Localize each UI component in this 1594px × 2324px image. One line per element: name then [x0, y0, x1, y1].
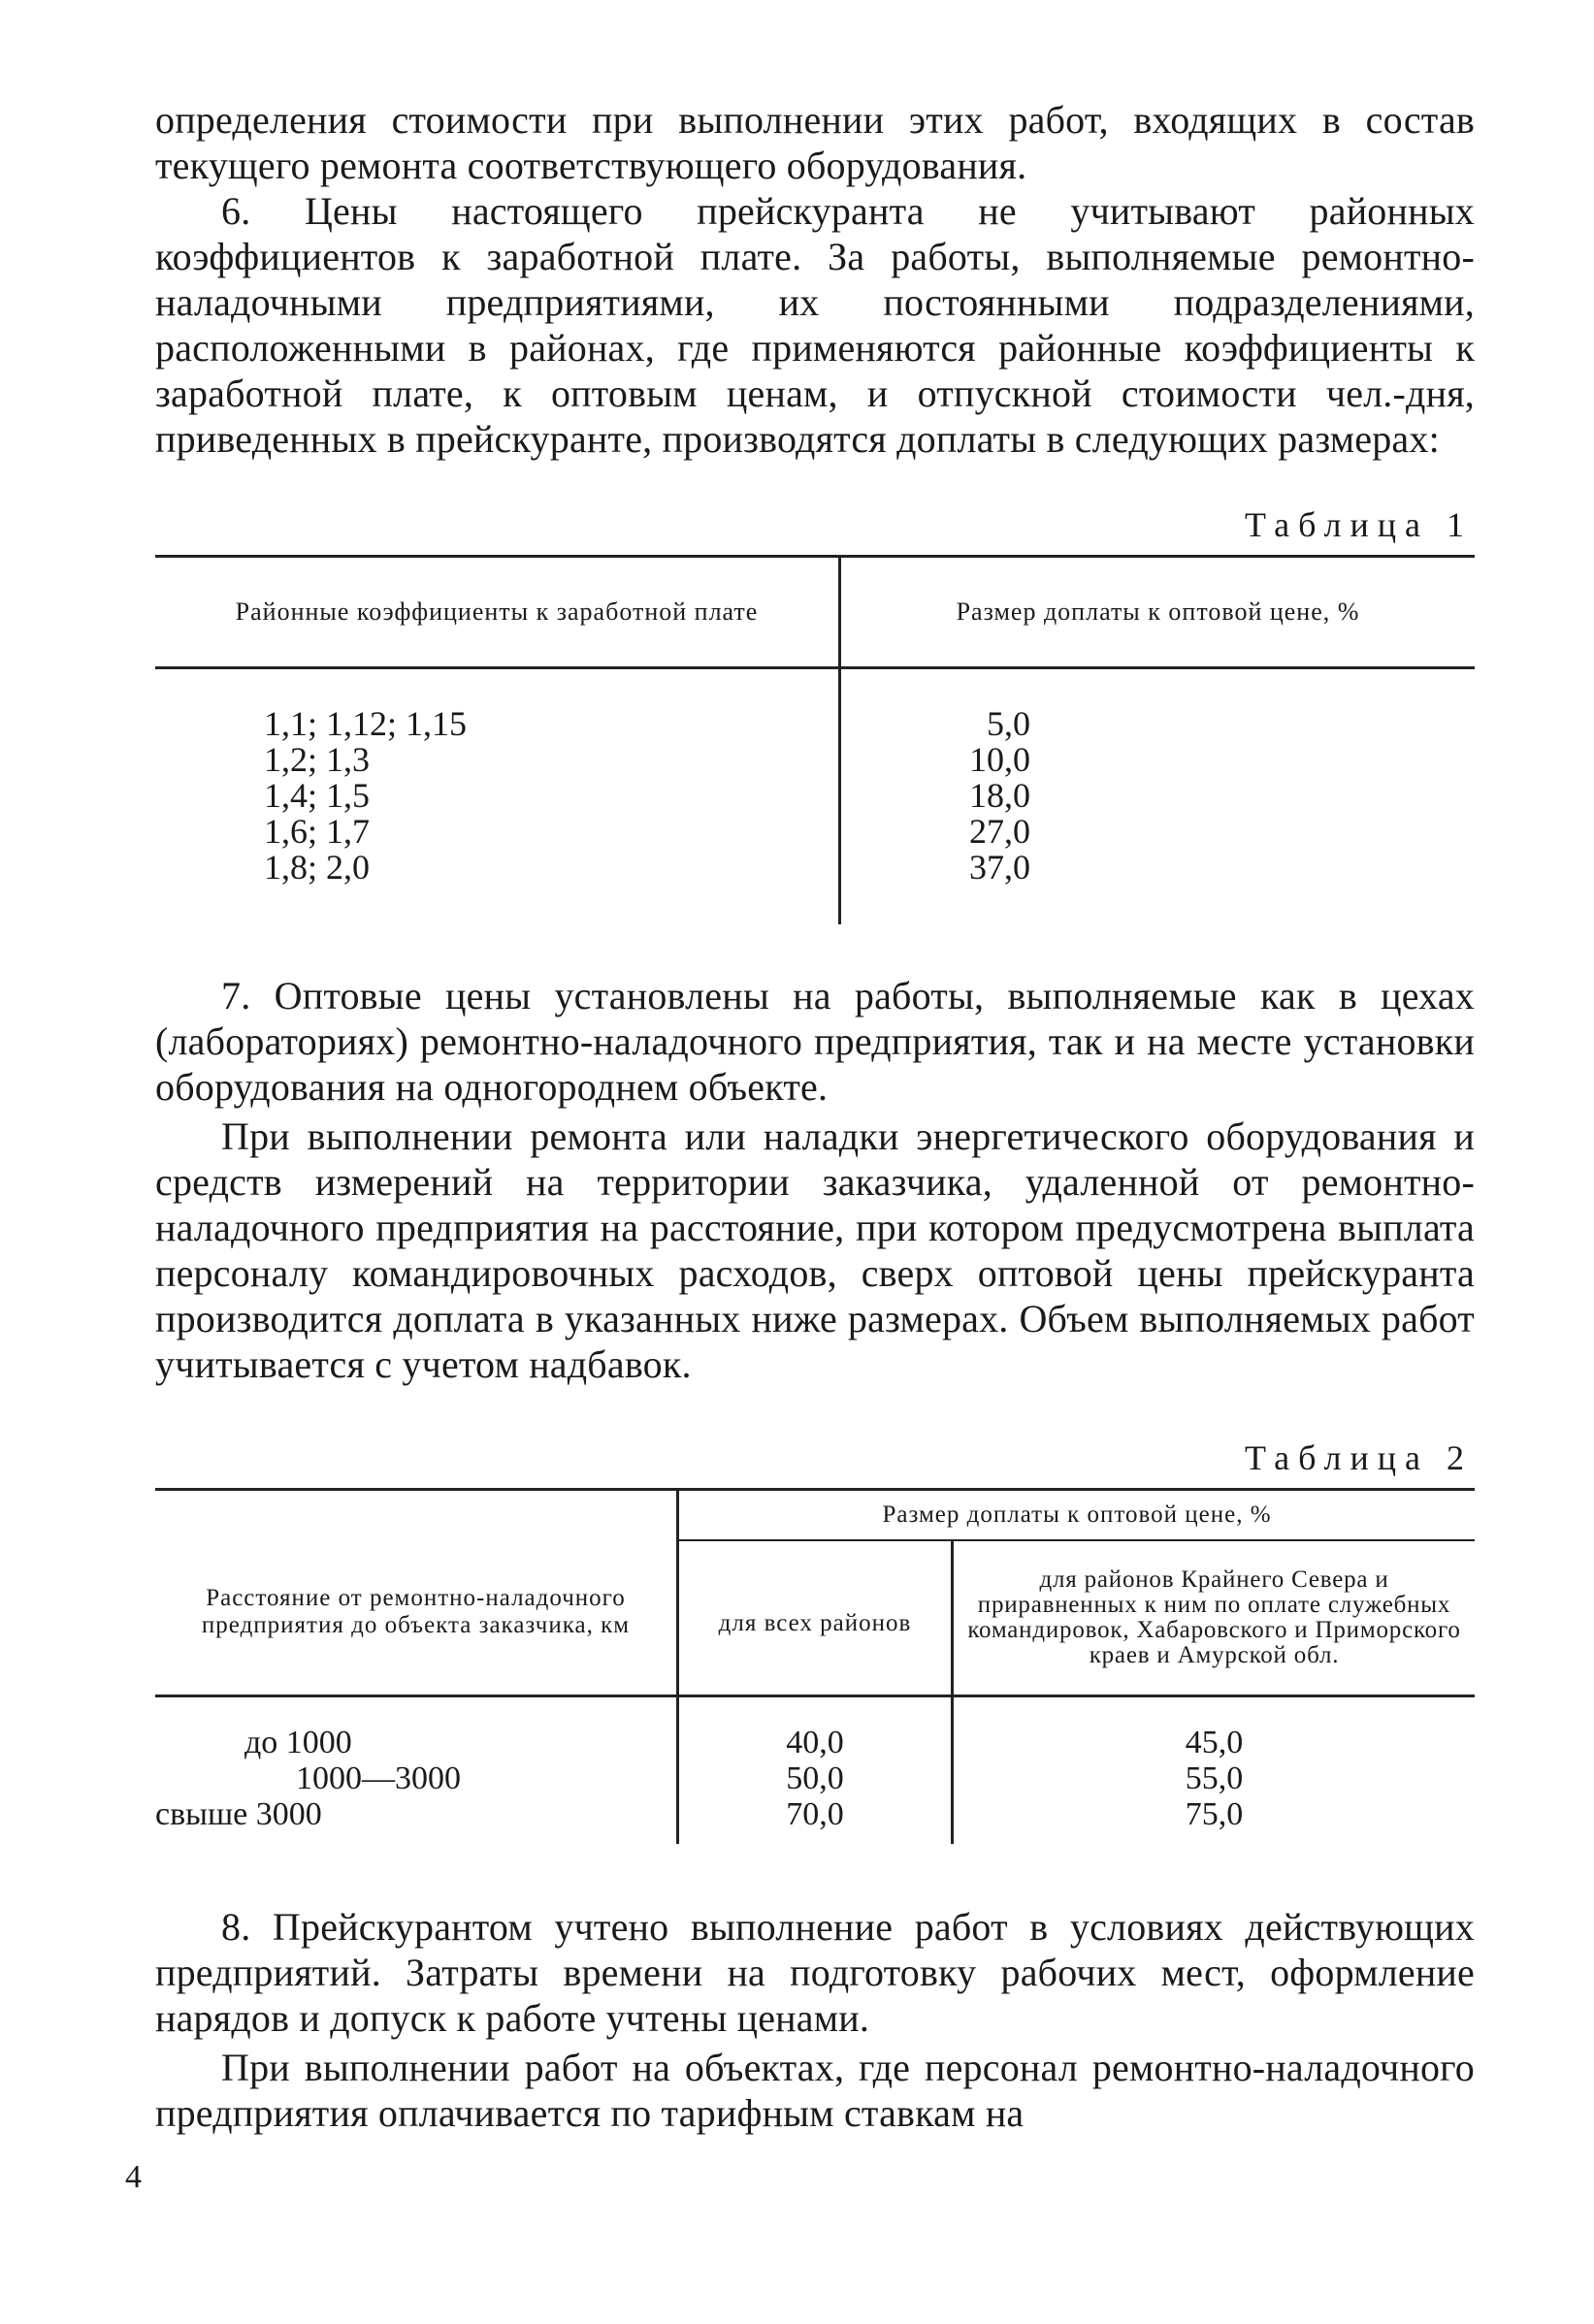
table2-header-group-wrapper — [679, 1491, 1475, 1695]
table1 — [155, 555, 1475, 924]
table2-north-cell: 45,0 — [1185, 1725, 1244, 1760]
table2-all-cell: 50,0 — [786, 1760, 844, 1796]
paragraph-8-continued: При выполнении работ на объектах, где персонал ремонтно-наладочного предприятия оплачивается по тарифным ставкам на — [155, 2046, 1475, 2135]
table2-header-all-regions: для всех районов — [679, 1541, 954, 1695]
table2-distance-cell: свыше 3000 — [155, 1796, 322, 1832]
table2-header-north-regions: для районов Крайнего Севера и приравненных к ним по оплате служебных командировок, Хабаровского и Приморского краев и Амурской обл. — [967, 1566, 1461, 1668]
paragraph-8: 8. Прейскурантом учтено выполнение работ в условиях действующих предприятий. Затраты времени на подготовку рабочих мест, оформление нарядов и допуск к работе учтены ценами. — [155, 1905, 1475, 2040]
table1-value-cell: 5,0 — [987, 704, 1030, 743]
table2-all-cell: 70,0 — [786, 1796, 844, 1832]
table2-distance-column — [155, 1697, 679, 1844]
table1-coef-column — [155, 669, 841, 924]
table2-distance-cell: 1000—3000 — [296, 1760, 461, 1796]
table1-value-cell: 10,0 — [969, 740, 1030, 779]
table2 — [155, 1488, 1475, 1844]
table1-coef-cell: 1,1; 1,12; 1,15 — [264, 704, 468, 743]
table1-coef-cell: 1,4; 1,5 — [264, 776, 371, 815]
table2-header — [155, 1491, 1475, 1697]
document-page — [155, 97, 1475, 2136]
table1-value-cell: 18,0 — [969, 776, 1030, 815]
table1-value-cell: 37,0 — [969, 848, 1030, 887]
table1-coef-cell: 1,8; 2,0 — [264, 848, 371, 887]
table2-north-cell: 55,0 — [1185, 1760, 1244, 1796]
table1-header-coef: Районные коэффициенты к заработной плате — [155, 558, 841, 666]
paragraph-7-continued: При выполнении ремонта или наладки энергетического оборудования и средств измерений на территории заказчика, удаленной от ремонтно-наладочного предприятия на расстояние, при котором предусмотрена выплата персоналу командировочных расходов, сверх оптовой цены прейскуранта производится доплата в указанных ниже размерах. Объем выполняемых работ учитывается с учетом надбавок. — [155, 1114, 1475, 1386]
table1-value-column — [841, 669, 1475, 924]
table1-header-value: Размер доплаты к оптовой цене, % — [956, 597, 1360, 626]
table1-value-cell: 27,0 — [969, 812, 1030, 851]
table2-all-cell: 40,0 — [786, 1725, 844, 1760]
table2-header-group: Размер доплаты к оптовой цене, % — [679, 1491, 1475, 1541]
table2-north-column — [954, 1697, 1475, 1844]
paragraph-6: 6. Цены настоящего прейскуранта не учитывают районных коэффициентов к заработной плате. За работы, выполняемые ремонтно-наладочными предприятиями, их постоянными подразделениями, расположенными в районах, где применяются районные коэффициенты к заработной плате, к оптовым ценам, и отпускной стоимости чел.-дня, приведенных в прейскуранте, производятся доплаты в следующих размерах: — [155, 189, 1475, 461]
table2-subheaders — [679, 1541, 1475, 1695]
paragraph-7: 7. Оптовые цены установлены на работы, выполняемые как в цехах (лабораториях) ремонтно-наладочного предприятия, так и на месте установки оборудования на одногороднем объекте. — [155, 974, 1475, 1109]
paragraph-continuation: определения стоимости при выполнении этих работ, входящих в состав текущего ремонта соответствующего оборудования. — [155, 98, 1475, 187]
table2-body — [155, 1697, 1475, 1844]
table1-body — [155, 669, 1475, 924]
table2-north-cell: 75,0 — [1185, 1796, 1244, 1832]
table2-distance-cell: до 1000 — [244, 1725, 352, 1760]
table1-header — [155, 558, 1475, 669]
table1-coef-cell: 1,2; 1,3 — [264, 740, 371, 779]
table1-coef-cell: 1,6; 1,7 — [264, 812, 371, 851]
page-number: 4 — [125, 2159, 142, 2195]
table2-all-column — [679, 1697, 954, 1844]
table2-header-distance: Расстояние от ремонтно-наладочного предприятия до объекта заказчика, км — [155, 1491, 679, 1695]
table2-caption: Таблица 2 — [1245, 1438, 1473, 1477]
table1-caption: Таблица 1 — [1245, 505, 1473, 544]
